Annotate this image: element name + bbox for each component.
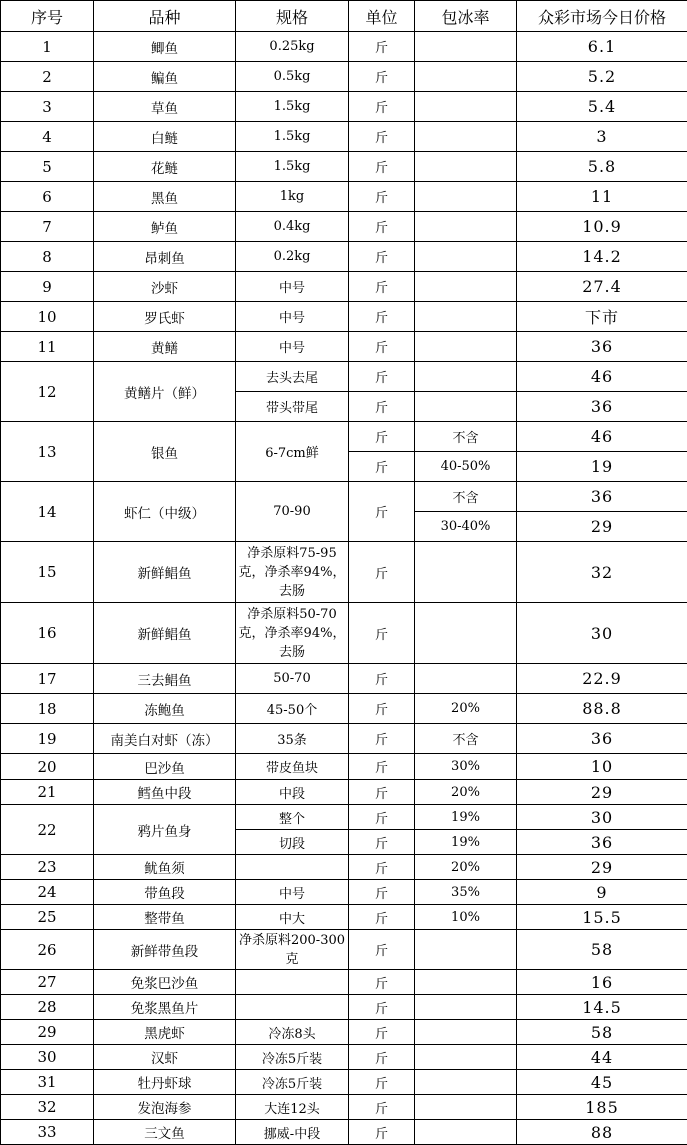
cell-name: 南美白对虾（冻） — [94, 724, 236, 754]
cell-price: 36 — [517, 392, 687, 422]
cell-ice — [415, 603, 517, 664]
cell-ice: 不含 — [415, 422, 517, 452]
cell-spec: 70-90 — [236, 482, 349, 542]
cell-no: 6 — [1, 182, 94, 212]
cell-spec: 0.25kg — [236, 32, 349, 62]
cell-unit: 斤 — [349, 1045, 415, 1070]
cell-ice — [415, 152, 517, 182]
cell-ice: 19% — [415, 830, 517, 855]
cell-no: 8 — [1, 242, 94, 272]
table-row — [1, 1045, 687, 1070]
cell-price: 下市 — [517, 302, 687, 332]
cell-no: 28 — [1, 995, 94, 1020]
cell-spec: 1.5kg — [236, 152, 349, 182]
cell-price: 29 — [517, 855, 687, 880]
cell-price: 30 — [517, 805, 687, 830]
cell-ice — [415, 1070, 517, 1095]
cell-no: 16 — [1, 603, 94, 664]
cell-name: 新鲜带鱼段 — [94, 930, 236, 970]
cell-name: 新鲜鲳鱼 — [94, 603, 236, 664]
cell-unit: 斤 — [349, 855, 415, 880]
cell-unit: 斤 — [349, 603, 415, 664]
cell-ice — [415, 1095, 517, 1120]
cell-name: 汉虾 — [94, 1045, 236, 1070]
cell-spec: 净杀原料75-95克，净杀率94%，去肠 — [236, 542, 349, 603]
cell-no: 15 — [1, 542, 94, 603]
table-row — [1, 724, 687, 754]
cell-unit: 斤 — [349, 970, 415, 995]
cell-price: 14.5 — [517, 995, 687, 1020]
cell-price: 36 — [517, 332, 687, 362]
cell-unit: 斤 — [349, 212, 415, 242]
cell-name: 黑鱼 — [94, 182, 236, 212]
cell-spec: 冷冻5斤装 — [236, 1045, 349, 1070]
cell-unit: 斤 — [349, 1095, 415, 1120]
table-row — [1, 62, 687, 92]
cell-no: 25 — [1, 905, 94, 930]
header-no: 序号 — [1, 1, 94, 32]
cell-ice — [415, 1020, 517, 1045]
cell-no: 7 — [1, 212, 94, 242]
table-row — [1, 482, 687, 512]
cell-ice — [415, 542, 517, 603]
cell-unit: 斤 — [349, 302, 415, 332]
cell-name: 巴沙鱼 — [94, 754, 236, 780]
cell-ice — [415, 664, 517, 694]
cell-no: 13 — [1, 422, 94, 482]
cell-unit: 斤 — [349, 805, 415, 830]
cell-ice — [415, 182, 517, 212]
cell-unit: 斤 — [349, 32, 415, 62]
cell-unit: 斤 — [349, 830, 415, 855]
table-row — [1, 242, 687, 272]
cell-name: 鸦片鱼身 — [94, 805, 236, 855]
cell-name: 虾仁（中级） — [94, 482, 236, 542]
cell-spec: 切段 — [236, 830, 349, 855]
cell-no: 18 — [1, 694, 94, 724]
table-row — [1, 542, 687, 603]
cell-unit: 斤 — [349, 780, 415, 805]
table-row — [1, 1095, 687, 1120]
cell-price: 3 — [517, 122, 687, 152]
cell-spec: 1.5kg — [236, 92, 349, 122]
cell-ice — [415, 62, 517, 92]
table-row — [1, 855, 687, 880]
cell-unit: 斤 — [349, 452, 415, 482]
table-row — [1, 362, 687, 392]
cell-name: 整带鱼 — [94, 905, 236, 930]
cell-spec: 净杀原料200-300克 — [236, 930, 349, 970]
cell-ice — [415, 1045, 517, 1070]
header-row — [1, 1, 687, 32]
cell-name: 鳕鱼中段 — [94, 780, 236, 805]
cell-price: 46 — [517, 362, 687, 392]
header-unit: 单位 — [349, 1, 415, 32]
cell-ice — [415, 212, 517, 242]
cell-unit: 斤 — [349, 542, 415, 603]
cell-price: 45 — [517, 1070, 687, 1095]
table-row — [1, 970, 687, 995]
cell-price: 36 — [517, 830, 687, 855]
cell-no: 9 — [1, 272, 94, 302]
cell-price: 16 — [517, 970, 687, 995]
cell-spec: 0.5kg — [236, 62, 349, 92]
cell-unit: 斤 — [349, 694, 415, 724]
cell-name: 黄鳝 — [94, 332, 236, 362]
cell-unit: 斤 — [349, 152, 415, 182]
cell-spec: 中号 — [236, 880, 349, 905]
cell-spec: 净杀原料50-70克，净杀率94%，去肠 — [236, 603, 349, 664]
cell-spec: 1.5kg — [236, 122, 349, 152]
cell-unit: 斤 — [349, 905, 415, 930]
cell-name: 三去鲳鱼 — [94, 664, 236, 694]
cell-spec — [236, 855, 349, 880]
cell-name: 花鲢 — [94, 152, 236, 182]
cell-ice — [415, 92, 517, 122]
cell-price: 11 — [517, 182, 687, 212]
cell-no: 4 — [1, 122, 94, 152]
cell-name: 黑虎虾 — [94, 1020, 236, 1045]
cell-unit: 斤 — [349, 332, 415, 362]
cell-ice: 不含 — [415, 724, 517, 754]
table-row — [1, 122, 687, 152]
cell-unit: 斤 — [349, 62, 415, 92]
cell-price: 19 — [517, 452, 687, 482]
cell-name: 罗氏虾 — [94, 302, 236, 332]
cell-unit: 斤 — [349, 995, 415, 1020]
cell-spec: 中号 — [236, 332, 349, 362]
header-name: 品种 — [94, 1, 236, 32]
cell-no: 10 — [1, 302, 94, 332]
cell-ice — [415, 362, 517, 392]
table-row — [1, 302, 687, 332]
table-row — [1, 182, 687, 212]
cell-spec — [236, 995, 349, 1020]
cell-name: 新鲜鲳鱼 — [94, 542, 236, 603]
cell-ice — [415, 302, 517, 332]
cell-spec: 35条 — [236, 724, 349, 754]
cell-price: 88.8 — [517, 694, 687, 724]
cell-ice: 不含 — [415, 482, 517, 512]
cell-price: 29 — [517, 512, 687, 542]
cell-ice — [415, 930, 517, 970]
table-row — [1, 694, 687, 724]
cell-unit: 斤 — [349, 930, 415, 970]
cell-unit: 斤 — [349, 880, 415, 905]
cell-ice: 30% — [415, 754, 517, 780]
table-row — [1, 152, 687, 182]
cell-price: 58 — [517, 930, 687, 970]
cell-unit: 斤 — [349, 362, 415, 392]
cell-name: 昂刺鱼 — [94, 242, 236, 272]
cell-price: 5.8 — [517, 152, 687, 182]
cell-ice: 10% — [415, 905, 517, 930]
cell-name: 三文鱼 — [94, 1120, 236, 1145]
cell-unit: 斤 — [349, 1070, 415, 1095]
cell-no: 23 — [1, 855, 94, 880]
cell-unit: 斤 — [349, 1020, 415, 1045]
cell-spec: 中大 — [236, 905, 349, 930]
header-ice: 包冰率 — [415, 1, 517, 32]
cell-unit: 斤 — [349, 1120, 415, 1145]
cell-price: 185 — [517, 1095, 687, 1120]
cell-name: 鱿鱼须 — [94, 855, 236, 880]
cell-spec: 6-7cm鲜 — [236, 422, 349, 482]
cell-ice — [415, 242, 517, 272]
cell-spec: 冷冻5斤装 — [236, 1070, 349, 1095]
cell-ice — [415, 32, 517, 62]
table-body — [1, 32, 687, 1145]
cell-no: 29 — [1, 1020, 94, 1045]
cell-ice — [415, 272, 517, 302]
cell-price: 46 — [517, 422, 687, 452]
cell-no: 11 — [1, 332, 94, 362]
cell-name: 黄鳝片（鲜） — [94, 362, 236, 422]
cell-no: 2 — [1, 62, 94, 92]
cell-price: 10.9 — [517, 212, 687, 242]
cell-name: 冻鲍鱼 — [94, 694, 236, 724]
header-spec: 规格 — [236, 1, 349, 32]
table-row — [1, 754, 687, 780]
cell-spec: 45-50个 — [236, 694, 349, 724]
cell-no: 19 — [1, 724, 94, 754]
cell-no: 22 — [1, 805, 94, 855]
cell-name: 草鱼 — [94, 92, 236, 122]
cell-price: 32 — [517, 542, 687, 603]
cell-spec: 中段 — [236, 780, 349, 805]
cell-name: 免浆黑鱼片 — [94, 995, 236, 1020]
cell-name: 银鱼 — [94, 422, 236, 482]
table-row — [1, 603, 687, 664]
cell-no: 1 — [1, 32, 94, 62]
cell-price: 5.4 — [517, 92, 687, 122]
table-row — [1, 422, 687, 452]
cell-no: 32 — [1, 1095, 94, 1120]
table-row — [1, 32, 687, 62]
cell-unit: 斤 — [349, 724, 415, 754]
cell-no: 33 — [1, 1120, 94, 1145]
cell-ice: 40-50% — [415, 452, 517, 482]
cell-price: 36 — [517, 724, 687, 754]
cell-ice — [415, 122, 517, 152]
table-row — [1, 332, 687, 362]
cell-spec: 冷冻8头 — [236, 1020, 349, 1045]
table-row — [1, 805, 687, 830]
cell-name: 带鱼段 — [94, 880, 236, 905]
cell-ice: 30-40% — [415, 512, 517, 542]
cell-name: 沙虾 — [94, 272, 236, 302]
cell-price: 27.4 — [517, 272, 687, 302]
cell-spec: 中号 — [236, 302, 349, 332]
cell-name: 牡丹虾球 — [94, 1070, 236, 1095]
cell-name: 白鲢 — [94, 122, 236, 152]
cell-unit: 斤 — [349, 272, 415, 302]
cell-name: 鲈鱼 — [94, 212, 236, 242]
table-row — [1, 930, 687, 970]
cell-no: 27 — [1, 970, 94, 995]
table-row — [1, 1070, 687, 1095]
cell-price: 5.2 — [517, 62, 687, 92]
cell-price: 30 — [517, 603, 687, 664]
cell-spec: 整个 — [236, 805, 349, 830]
cell-no: 20 — [1, 754, 94, 780]
cell-no: 24 — [1, 880, 94, 905]
cell-ice — [415, 970, 517, 995]
cell-unit: 斤 — [349, 182, 415, 212]
cell-name: 发泡海参 — [94, 1095, 236, 1120]
cell-price: 14.2 — [517, 242, 687, 272]
cell-price: 10 — [517, 754, 687, 780]
cell-price: 88 — [517, 1120, 687, 1145]
cell-price: 36 — [517, 482, 687, 512]
table-row — [1, 995, 687, 1020]
cell-ice: 35% — [415, 880, 517, 905]
cell-no: 31 — [1, 1070, 94, 1095]
cell-spec: 中号 — [236, 272, 349, 302]
cell-ice: 19% — [415, 805, 517, 830]
cell-no: 17 — [1, 664, 94, 694]
cell-price: 15.5 — [517, 905, 687, 930]
cell-unit: 斤 — [349, 664, 415, 694]
table-row — [1, 905, 687, 930]
header-price: 众彩市场今日价格 — [517, 1, 687, 32]
cell-no: 5 — [1, 152, 94, 182]
cell-unit: 斤 — [349, 422, 415, 452]
cell-ice: 20% — [415, 694, 517, 724]
cell-ice: 20% — [415, 780, 517, 805]
table-row — [1, 880, 687, 905]
cell-price: 6.1 — [517, 32, 687, 62]
cell-name: 免浆巴沙鱼 — [94, 970, 236, 995]
cell-price: 44 — [517, 1045, 687, 1070]
cell-name: 鳊鱼 — [94, 62, 236, 92]
cell-no: 30 — [1, 1045, 94, 1070]
cell-no: 14 — [1, 482, 94, 542]
table-row — [1, 92, 687, 122]
table-row — [1, 664, 687, 694]
cell-spec — [236, 970, 349, 995]
cell-spec: 带头带尾 — [236, 392, 349, 422]
cell-spec: 0.2kg — [236, 242, 349, 272]
cell-no: 26 — [1, 930, 94, 970]
table-row — [1, 780, 687, 805]
cell-unit: 斤 — [349, 92, 415, 122]
cell-price: 29 — [517, 780, 687, 805]
cell-ice — [415, 392, 517, 422]
cell-price: 9 — [517, 880, 687, 905]
cell-price: 58 — [517, 1020, 687, 1045]
cell-spec: 带皮鱼块 — [236, 754, 349, 780]
cell-ice — [415, 995, 517, 1020]
cell-spec: 去头去尾 — [236, 362, 349, 392]
cell-spec: 50-70 — [236, 664, 349, 694]
cell-unit: 斤 — [349, 122, 415, 152]
cell-ice — [415, 332, 517, 362]
cell-no: 21 — [1, 780, 94, 805]
cell-unit: 斤 — [349, 392, 415, 422]
cell-spec: 挪威-中段 — [236, 1120, 349, 1145]
table-row — [1, 272, 687, 302]
cell-ice: 20% — [415, 855, 517, 880]
cell-price: 22.9 — [517, 664, 687, 694]
cell-spec: 大连12头 — [236, 1095, 349, 1120]
cell-spec: 0.4kg — [236, 212, 349, 242]
cell-no: 12 — [1, 362, 94, 422]
cell-spec: 1kg — [236, 182, 349, 212]
table-row — [1, 212, 687, 242]
table-row — [1, 1020, 687, 1045]
cell-unit: 斤 — [349, 754, 415, 780]
cell-unit: 斤 — [349, 482, 415, 542]
cell-unit: 斤 — [349, 242, 415, 272]
cell-name: 鲫鱼 — [94, 32, 236, 62]
cell-no: 3 — [1, 92, 94, 122]
